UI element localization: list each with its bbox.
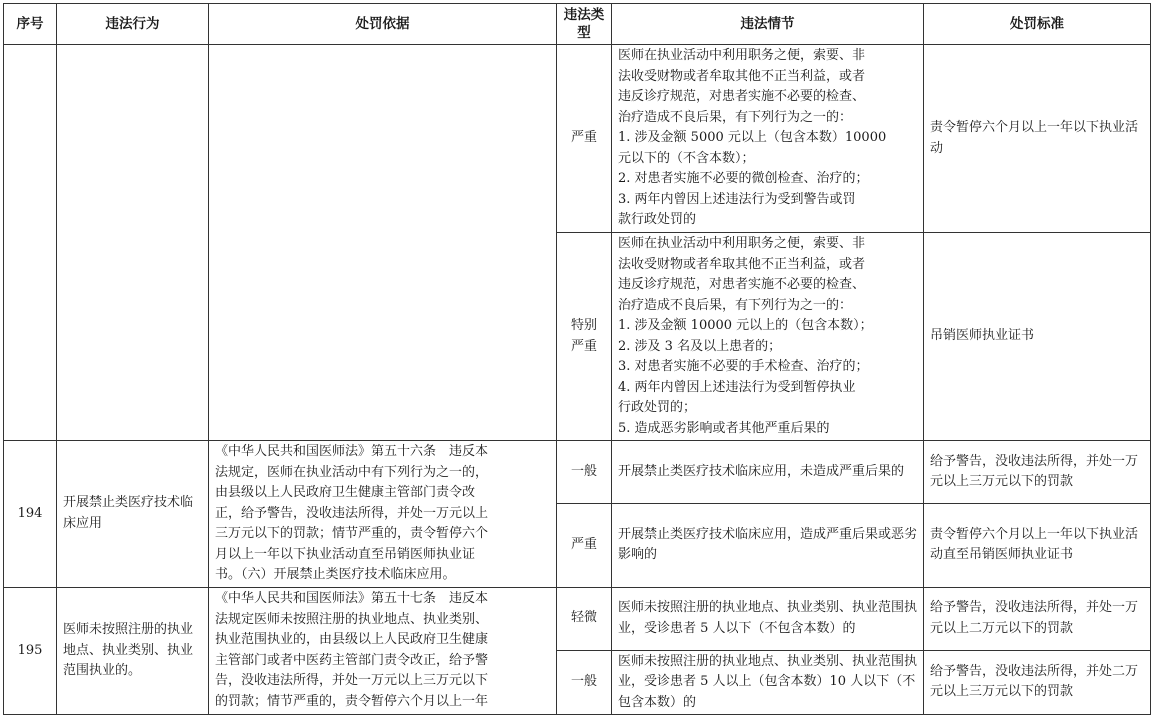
cell-circumstance: 医师在执业活动中利用职务之便，索要、非 法收受财物或者牟取其他不正当利益，或者 违反诊疗规范，对患者实施不必要的检查、 治疗造成不良后果，有下列行为之一的： 1. 涉及金额 10000 元以上的（包含本数）； 2. 涉及 3 名及以上患者的； 3. 对患者实施不必要的手术检查、治疗的； 4. 两年内曾因上述违法行为受到暂停执业 行政处罚的； 5. 造成恶劣影响或者其他严重后果的	[612, 233, 924, 441]
cell-standard: 吊销医师执业证书	[924, 233, 1151, 441]
table-row	[4, 587, 1151, 650]
header-circumstance: 违法情节	[612, 4, 924, 45]
cell-act: 开展禁止类医疗技术临床应用	[57, 441, 209, 588]
cell-act-empty	[57, 45, 209, 441]
table-header-row	[4, 4, 1151, 45]
cell-circumstance: 医师未按照注册的执业地点、执业类别、执业范围执业，受诊患者 5 人以上（包含本数）10 人以下（不包含本数）的	[612, 650, 924, 715]
cell-type: 轻微	[557, 587, 612, 650]
header-num: 序号	[4, 4, 57, 45]
cell-circumstance: 医师未按照注册的执业地点、执业类别、执业范围执业，受诊患者 5 人以下（不包含本数）的	[612, 587, 924, 650]
cell-type: 一般	[557, 441, 612, 504]
cell-type: 严重	[557, 504, 612, 587]
cell-circumstance: 开展禁止类医疗技术临床应用，未造成严重后果的	[612, 441, 924, 504]
cell-type: 一般	[557, 650, 612, 715]
cell-standard: 责令暂停六个月以上一年以下执业活动	[924, 45, 1151, 233]
cell-type: 严重	[557, 45, 612, 233]
cell-standard: 责令暂停六个月以上一年以下执业活动直至吊销医师执业证书	[924, 504, 1151, 587]
table-row	[4, 441, 1151, 504]
cell-num: 194	[4, 441, 57, 588]
cell-num-empty	[4, 45, 57, 441]
cell-circumstance: 开展禁止类医疗技术临床应用，造成严重后果或恶劣影响的	[612, 504, 924, 587]
cell-num: 195	[4, 587, 57, 715]
table-row	[4, 45, 1151, 233]
cell-circumstance: 医师在执业活动中利用职务之便，索要、非 法收受财物或者牟取其他不正当利益，或者 违反诊疗规范，对患者实施不必要的检查、 治疗造成不良后果，有下列行为之一的： 1. 涉及金额 5000 元以上（包含本数）10000 元以下的（不含本数）； 2. 对患者实施不必要的微创检查、治疗的； 3. 两年内曾因上述违法行为受到警告或罚 款行政处罚的	[612, 45, 924, 233]
cell-basis: 《中华人民共和国医师法》第五十六条 违反本 法规定，医师在执业活动中有下列行为之一的， 由县级以上人民政府卫生健康主管部门责令改 正，给予警告，没收违法所得，并处一万元以上 三万元以下的罚款；情节严重的，责令暂停六个 月以上一年以下执业活动直至吊销医师执业证 书。（六）开展禁止类医疗技术临床应用。	[209, 441, 557, 588]
header-standard: 处罚标准	[924, 4, 1151, 45]
cell-act: 医师未按照注册的执业地点、执业类别、执业范围执业的。	[57, 587, 209, 715]
cell-basis: 《中华人民共和国医师法》第五十七条 违反本 法规定医师未按照注册的执业地点、执业类别、 执业范围执业的，由县级以上人民政府卫生健康 主管部门或者中医药主管部门责令改正，给予警 告，没收违法所得，并处一万元以上三万元以下 的罚款；情节严重的，责令暂停六个月以上一年	[209, 587, 557, 715]
cell-type: 特别严重	[557, 233, 612, 441]
header-basis: 处罚依据	[209, 4, 557, 45]
cell-standard: 给予警告，没收违法所得，并处一万元以上二万元以下的罚款	[924, 587, 1151, 650]
header-type: 违法类型	[557, 4, 612, 45]
cell-basis-empty	[209, 45, 557, 441]
penalty-standards-table	[3, 3, 1151, 715]
cell-standard: 给予警告，没收违法所得，并处二万元以上三万元以下的罚款	[924, 650, 1151, 715]
cell-standard: 给予警告，没收违法所得，并处一万元以上三万元以下的罚款	[924, 441, 1151, 504]
header-act: 违法行为	[57, 4, 209, 45]
